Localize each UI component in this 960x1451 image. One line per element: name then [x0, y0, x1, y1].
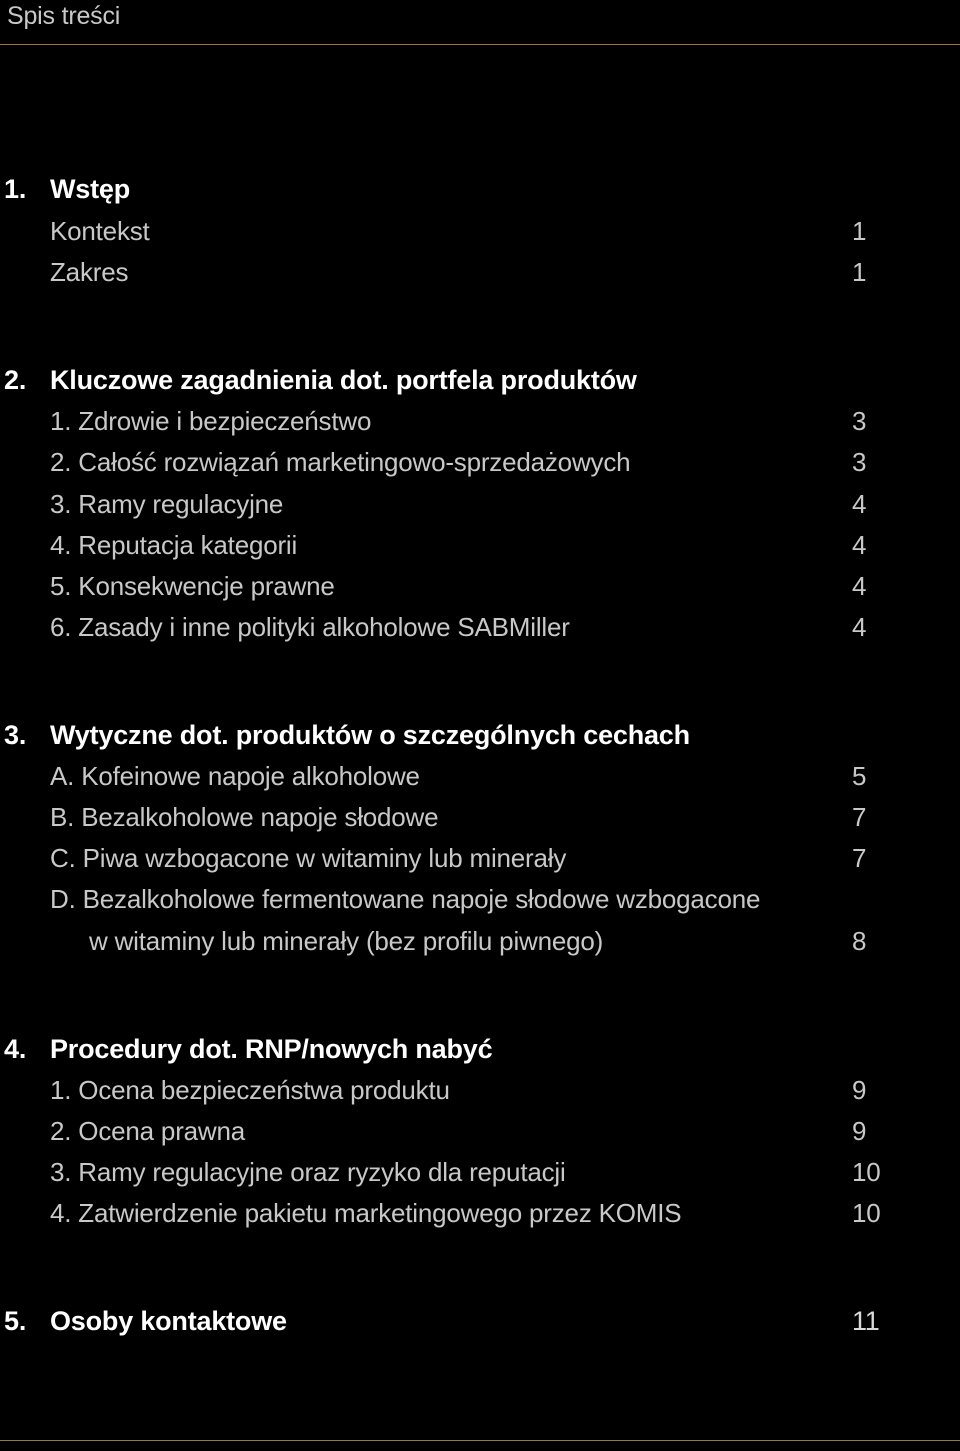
toc-entry-page: 8 — [852, 926, 867, 956]
toc-entry-continuation[interactable] — [50, 926, 930, 960]
toc-entry-page: 4 — [852, 489, 867, 519]
toc-entry-label: A. Kofeinowe napoje alkoholowe — [50, 761, 420, 791]
toc-entry[interactable] — [50, 1075, 930, 1109]
page-title: Spis treści — [7, 2, 121, 30]
toc-entry-label: D. Bezalkoholowe fermentowane napoje słodowe wzbogacone — [50, 884, 761, 914]
toc-entry-page: 4 — [852, 612, 867, 642]
toc-entry[interactable] — [50, 1116, 930, 1150]
toc-entry[interactable] — [50, 1198, 930, 1232]
toc-entry-label: C. Piwa wzbogacone w witaminy lub minerały — [50, 843, 567, 873]
toc-entry[interactable] — [50, 612, 930, 646]
toc-entry-label: 2. Całość rozwiązań marketingowo-sprzedażowych — [50, 447, 631, 477]
toc-entry[interactable] — [50, 257, 930, 291]
toc-entry-page: 7 — [852, 843, 867, 873]
toc-entry[interactable] — [50, 571, 930, 605]
section-number: 3. — [4, 720, 27, 750]
toc-entry-page: 7 — [852, 802, 867, 832]
section-title: Wytyczne dot. produktów o szczególnych cechach — [50, 720, 690, 750]
section-number: 2. — [4, 365, 27, 395]
toc-entry-label: 5. Konsekwencje prawne — [50, 571, 335, 601]
toc-entry-label: 2. Ocena prawna — [50, 1116, 246, 1146]
footer-divider — [0, 1440, 960, 1441]
toc-entry-label: Zakres — [50, 257, 129, 287]
toc-entry[interactable] — [50, 761, 930, 795]
section-title: Osoby kontaktowe — [50, 1306, 287, 1336]
section-number: 4. — [4, 1034, 27, 1064]
section-title: Kluczowe zagadnienia dot. portfela produktów — [50, 365, 637, 395]
toc-entry-page: 5 — [852, 761, 867, 791]
toc-entry-label: 3. Ramy regulacyjne oraz ryzyko dla reputacji — [50, 1157, 566, 1187]
section-title: Wstęp — [50, 174, 131, 204]
toc-entry-label: 6. Zasady i inne polityki alkoholowe SABMiller — [50, 612, 570, 642]
toc-entry-label: Kontekst — [50, 216, 150, 246]
toc-entry[interactable] — [50, 447, 930, 481]
section-number: 1. — [4, 174, 27, 204]
toc-entry[interactable] — [50, 530, 930, 564]
toc-entry-page: 9 — [852, 1075, 867, 1105]
toc-entry-label: 1. Zdrowie i bezpieczeństwo — [50, 406, 372, 436]
toc-entry-label: B. Bezalkoholowe napoje słodowe — [50, 802, 439, 832]
toc-entry-page: 10 — [852, 1157, 881, 1187]
toc-entry[interactable] — [50, 489, 930, 523]
toc-entry-label: 3. Ramy regulacyjne — [50, 489, 284, 519]
toc-entry[interactable] — [50, 884, 930, 918]
toc-entry-label: 4. Zatwierdzenie pakietu marketingowego przez KOMIS — [50, 1198, 682, 1228]
toc-entry[interactable] — [50, 406, 930, 440]
toc-entry-page: 1 — [852, 257, 867, 287]
toc-entry-page: 3 — [852, 447, 867, 477]
toc-entry[interactable] — [50, 802, 930, 836]
section-title: Procedury dot. RNP/nowych nabyć — [50, 1034, 493, 1064]
toc-entry-page: 3 — [852, 406, 867, 436]
toc-entry-label: 1. Ocena bezpieczeństwa produktu — [50, 1075, 450, 1105]
toc-entry-page: 10 — [852, 1198, 881, 1228]
toc-entry-page: 4 — [852, 571, 867, 601]
toc-entry-page: 9 — [852, 1116, 867, 1146]
toc-entry-page: 1 — [852, 216, 867, 246]
toc-entry[interactable] — [50, 843, 930, 877]
section-number: 5. — [4, 1306, 27, 1336]
toc-entry-label: 4. Reputacja kategorii — [50, 530, 298, 560]
toc-entry-label: w witaminy lub minerały (bez profilu piwnego) — [89, 926, 604, 956]
header-divider — [0, 44, 960, 45]
section-page: 11 — [852, 1306, 880, 1336]
toc-entry[interactable] — [50, 1157, 930, 1191]
toc-entry[interactable] — [50, 216, 930, 250]
toc-entry-page: 4 — [852, 530, 867, 560]
